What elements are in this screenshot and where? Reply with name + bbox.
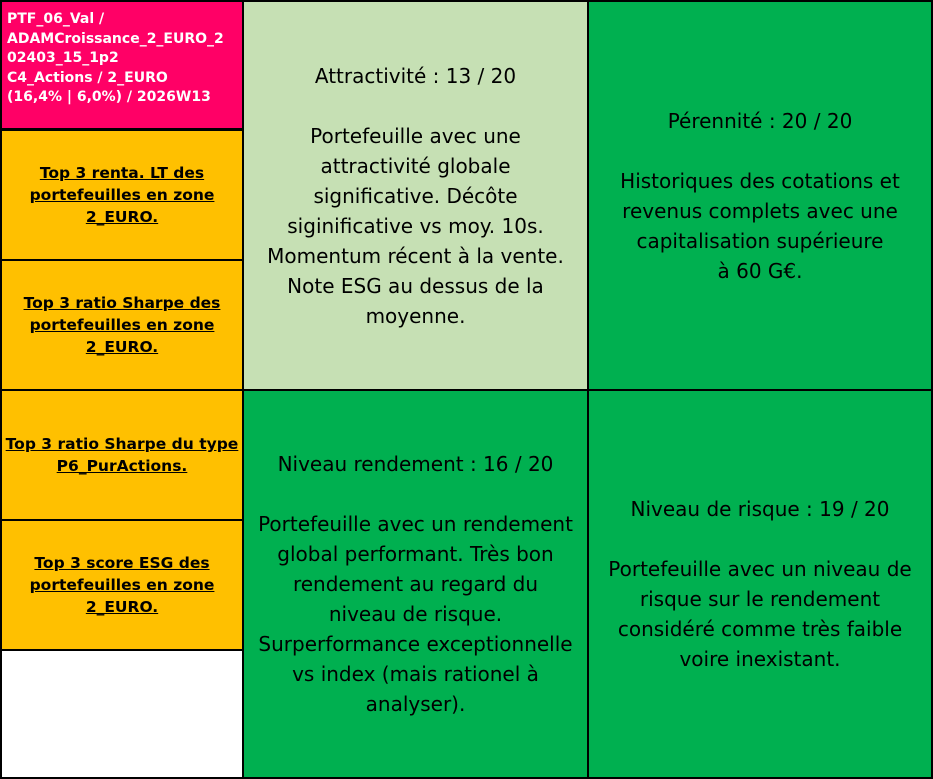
empty-cell — [0, 649, 244, 779]
portfolio-line: ADAMCroissance_2_EURO_2 — [7, 30, 224, 47]
portfolio-header — [0, 0, 244, 130]
rendement-description: Portefeuille avec un rendement global performant. Très bon rendement au regard du niveau de risque. Surperformance exceptionnelle vs index (mais rationel à analyser). — [258, 512, 573, 716]
top-renta-link[interactable]: Top 3 renta. LT des portefeuilles en zone 2_EURO. — [29, 164, 215, 226]
perennite-cell — [587, 0, 933, 391]
top-sharpe-zone-link[interactable]: Top 3 ratio Sharpe des portefeuilles en zone 2_EURO. — [23, 294, 221, 356]
top-sharpe-type-cell — [0, 389, 244, 521]
attractivite-description: Portefeuille avec une attractivité globale significative. Décôte siginificative vs moy. 10s. Momentum récent à la vente. Note ESG au dessus de la moyenne. — [267, 123, 564, 328]
attractivite-cell — [242, 0, 589, 391]
top-renta-cell — [0, 129, 244, 261]
top-sharpe-type-link[interactable]: Top 3 ratio Sharpe du type P6_PurActions. — [5, 435, 239, 475]
rendement-cell — [242, 389, 589, 779]
perennite-description: Historiques des cotations et revenus complets avec une capitalisation supérieure à 60 G€. — [620, 168, 900, 283]
top-sharpe-zone-cell — [0, 259, 244, 391]
risque-cell — [587, 389, 933, 779]
portfolio-line: 02403_15_1p2 — [7, 50, 119, 66]
portfolio-line: PTF_06_Val / — [7, 11, 105, 27]
rendement-title: Niveau rendement : 16 / 20 — [277, 452, 554, 476]
portfolio-line: (16,4% | 6,0%) / 2026W13 — [7, 89, 211, 105]
risque-description: Portefeuille avec un niveau de risque sur le rendement considéré comme très faible voire inexistant. — [608, 557, 912, 671]
perennite-title: Pérennité : 20 / 20 — [667, 108, 853, 133]
portfolio-line: C4_Actions / 2_EURO — [7, 69, 168, 86]
attractivite-title: Attractivité : 13 / 20 — [314, 63, 517, 88]
top-esg-link[interactable]: Top 3 score ESG des portefeuilles en zone 2_EURO. — [29, 554, 215, 616]
risque-title: Niveau de risque : 19 / 20 — [630, 497, 890, 521]
top-esg-cell — [0, 519, 244, 651]
